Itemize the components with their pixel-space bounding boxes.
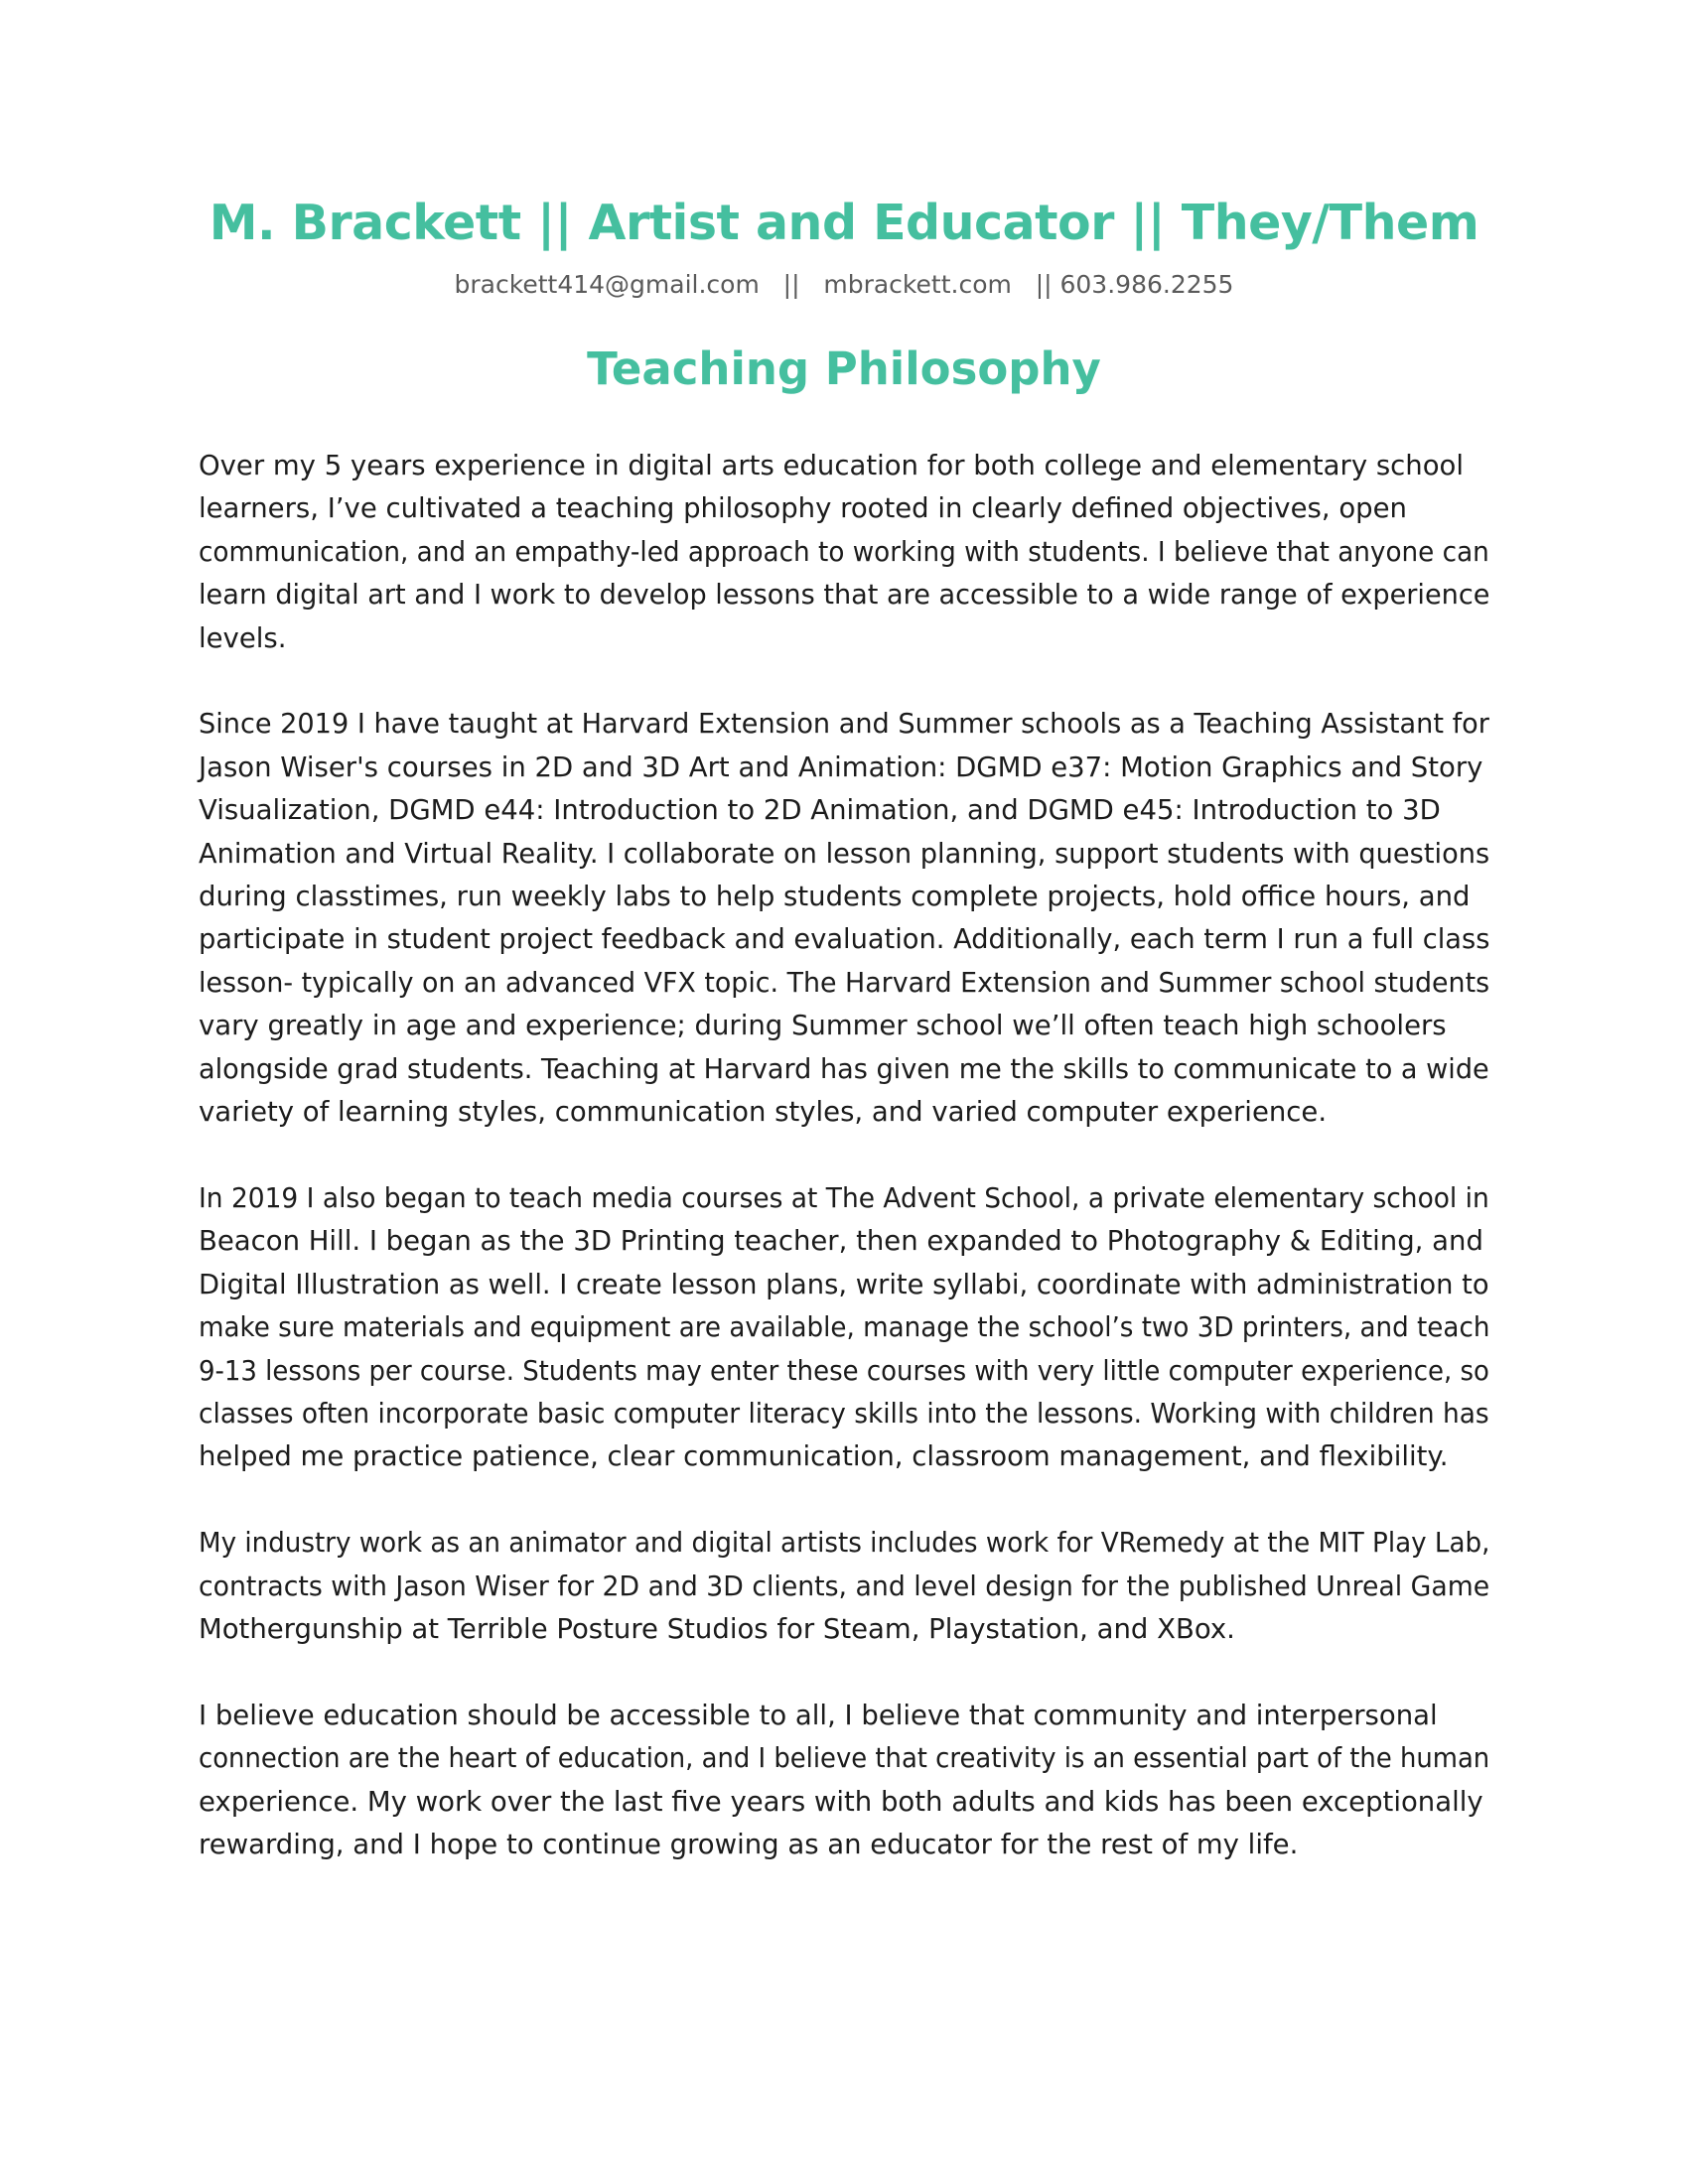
paragraph-line: experience. My work over the last five years with both adults and kids has been exceptionally	[199, 1785, 1483, 1818]
paragraph-line: Since 2019 I have taught at Harvard Extension and Summer schools as a Teaching Assistant for	[199, 708, 1489, 741]
paragraph	[199, 1695, 1489, 1867]
paragraph-line: lesson- typically on an advanced VFX topic. The Harvard Extension and Summer school students	[199, 966, 1490, 999]
paragraph	[199, 1177, 1489, 1479]
paragraph-line: levels.	[199, 621, 287, 654]
paragraph-line: learn digital art and I work to develop lessons that are accessible to a wide range of experience	[199, 579, 1490, 612]
phone-number: 603.986.2255	[1059, 270, 1234, 299]
paragraph-line: I believe education should be accessible to all, I believe that community and interpersonal	[199, 1699, 1438, 1731]
section-title: Teaching Philosophy	[587, 342, 1101, 395]
contact-separator: ||	[782, 270, 800, 299]
paragraph-line: Animation and Virtual Reality. I collaborate on lesson planning, support students with questions	[199, 837, 1490, 870]
paragraph-line: variety of learning styles, communication styles, and varied computer experience.	[199, 1096, 1328, 1129]
paragraph-line: Mothergunship at Terrible Posture Studios for Steam, Playstation, and XBox.	[199, 1612, 1235, 1645]
paragraph-line: communication, and an empathy-led approach to working with students. I believe that anyone can	[199, 535, 1489, 568]
paragraph	[199, 703, 1489, 1134]
paragraph-line: rewarding, and I hope to continue growing as an educator for the rest of my life.	[199, 1828, 1299, 1860]
paragraph-line: Beacon Hill. I began as the 3D Printing teacher, then expanded to Photography & Editing, and	[199, 1225, 1483, 1258]
paragraph-line: 9-13 lessons per course. Students may enter these courses with very little computer experience, so	[199, 1354, 1489, 1387]
header-title: M. Brackett || Artist and Educator || They/Them	[209, 195, 1479, 251]
paragraph	[199, 445, 1489, 660]
contact-separator: ||	[1035, 270, 1053, 299]
paragraph-line: participate in student project feedback and evaluation. Additionally, each term I run a full class	[199, 923, 1490, 956]
paragraph-line: helped me practice patience, clear communication, classroom management, and flexibility.	[199, 1440, 1449, 1473]
paragraph-line: during classtimes, run weekly labs to help students complete projects, hold office hours, and	[199, 881, 1471, 913]
paragraph-line: learners, I’ve cultivated a teaching philosophy rooted in clearly defined objectives, open	[199, 492, 1407, 525]
contact-line	[0, 270, 1688, 299]
paragraph-line: alongside grad students. Teaching at Harvard has given me the skills to communicate to a wide	[199, 1052, 1489, 1085]
paragraph-line: vary greatly in age and experience; during Summer school we’ll often teach high schoolers	[199, 1010, 1447, 1042]
website-link[interactable]: mbrackett.com	[823, 270, 1012, 299]
paragraph-line: Visualization, DGMD e44: Introduction to 2D Animation, and DGMD e45: Introduction to 3D	[199, 794, 1441, 827]
paragraph-line: contracts with Jason Wiser for 2D and 3D clients, and level design for the published Unreal Game	[199, 1570, 1490, 1602]
email-link[interactable]: brackett414@gmail.com	[454, 270, 760, 299]
paragraph-line: In 2019 I also began to teach media courses at The Advent School, a private elementary school in	[199, 1181, 1489, 1214]
paragraph-line: Digital Illustration as well. I create lesson plans, write syllabi, coordinate with administration to	[199, 1268, 1489, 1300]
paragraph-line: Over my 5 years experience in digital arts education for both college and elementary school	[199, 450, 1464, 481]
paragraph	[199, 1522, 1489, 1651]
paragraph-line: My industry work as an animator and digital artists includes work for VRemedy at the MIT Play Lab,	[199, 1527, 1490, 1560]
paragraph-line: connection are the heart of education, and I believe that creativity is an essential part of the human	[199, 1742, 1490, 1775]
body-text	[199, 445, 1489, 1910]
paragraph-line: classes often incorporate basic computer literacy skills into the lessons. Working with children has	[199, 1397, 1489, 1430]
paragraph-line: Jason Wiser's courses in 2D and 3D Art and Animation: DGMD e37: Motion Graphics and Story	[199, 751, 1483, 783]
paragraph-line: make sure materials and equipment are available, manage the school’s two 3D printers, and teach	[199, 1311, 1490, 1344]
